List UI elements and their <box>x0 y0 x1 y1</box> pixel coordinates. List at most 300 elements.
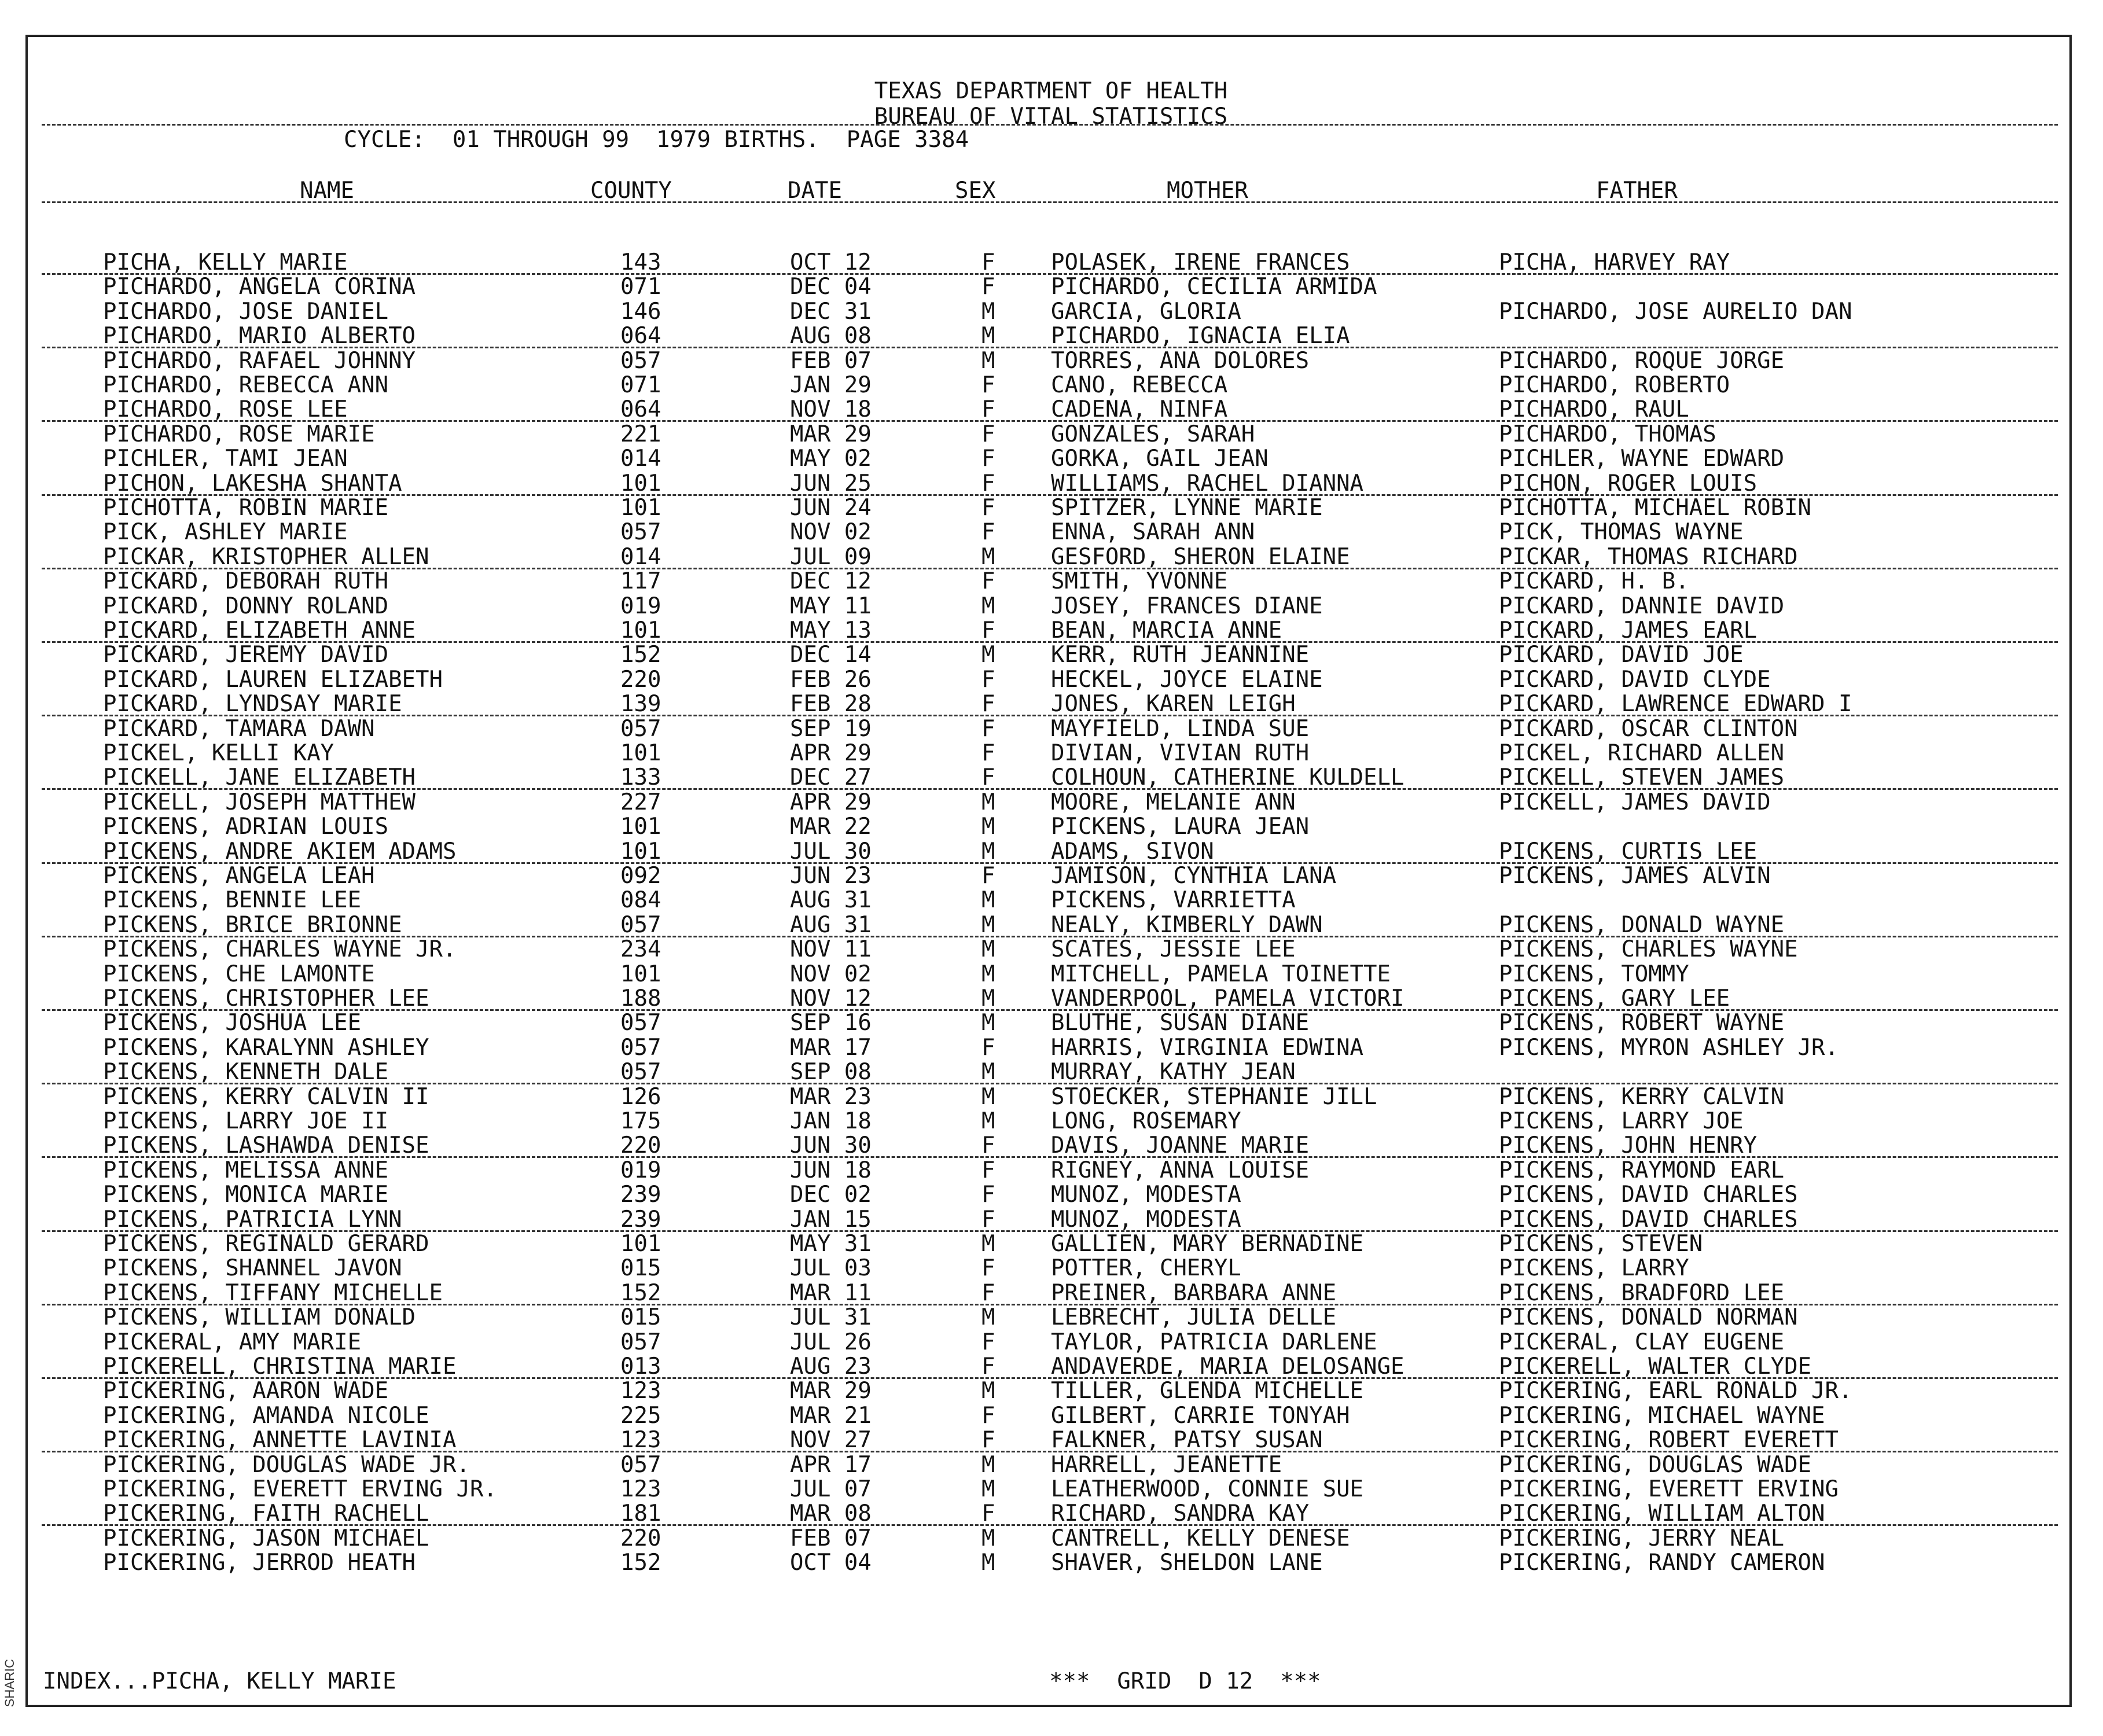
record-name: PICKENS, BENNIE LEE <box>103 887 362 914</box>
header-rule <box>42 124 2058 126</box>
column-header-date: DATE <box>788 178 842 204</box>
record-county: 064 <box>620 323 661 350</box>
record-sex: F <box>981 1206 995 1233</box>
record-mother: SPITZER, LYNNE MARIE <box>1051 495 1323 521</box>
record-father: PICKENS, TOMMY <box>1499 961 1689 987</box>
record-father: PICKARD, H. B. <box>1499 568 1689 595</box>
record-date: MAR 29 <box>790 1378 872 1404</box>
record-father: PICHON, ROGER LOUIS <box>1499 470 1758 496</box>
record-name: PICHOTTA, ROBIN MARIE <box>103 495 389 521</box>
record-father: PICHARDO, JOSE AURELIO DAN <box>1499 298 1852 325</box>
record-mother: CANO, REBECCA <box>1051 372 1228 398</box>
record-sex: F <box>981 495 995 521</box>
record-father: PICKERING, EARL RONALD JR. <box>1499 1378 1852 1404</box>
record-county: 220 <box>620 1525 661 1551</box>
record-mother: MUNOZ, MODESTA <box>1051 1206 1241 1233</box>
record-county: 221 <box>620 421 661 447</box>
record-mother: DIVIAN, VIVIAN RUTH <box>1051 740 1310 766</box>
record-name: PICKERING, EVERETT ERVING JR. <box>103 1476 497 1502</box>
record-date: SEP 08 <box>790 1059 872 1086</box>
record-date: JUN 23 <box>790 863 872 889</box>
record-father: PICKENS, MYRON ASHLEY JR. <box>1499 1034 1839 1061</box>
record-mother: TORRES, ANA DOLORES <box>1051 347 1310 374</box>
record-date: NOV 11 <box>790 936 872 963</box>
record-county: 146 <box>620 298 661 325</box>
record-county: 057 <box>620 1010 661 1036</box>
record-sex: F <box>981 249 995 275</box>
record-date: MAR 08 <box>790 1500 872 1527</box>
record-county: 239 <box>620 1182 661 1208</box>
record-county: 175 <box>620 1108 661 1134</box>
column-header-county: COUNTY <box>590 178 672 204</box>
record-name: PICKENS, MELISSA ANNE <box>103 1157 389 1183</box>
record-date: MAY 13 <box>790 617 872 643</box>
record-mother: LEBRECHT, JULIA DELLE <box>1051 1304 1337 1331</box>
record-name: PICKEL, KELLI KAY <box>103 740 334 766</box>
record-name: PICKENS, CHARLES WAYNE JR. <box>103 936 457 963</box>
column-header-father: FATHER <box>1596 178 1678 204</box>
record-mother: GILBERT, CARRIE TONYAH <box>1051 1402 1350 1429</box>
record-sex: M <box>981 642 995 668</box>
record-name: PICKERAL, AMY MARIE <box>103 1329 362 1355</box>
record-father: PICKERING, DOUGLAS WADE <box>1499 1451 1812 1478</box>
record-mother: POTTER, CHERYL <box>1051 1255 1241 1282</box>
record-father: PICKERAL, CLAY EUGENE <box>1499 1329 1785 1355</box>
record-mother: HARRIS, VIRGINIA EDWINA <box>1051 1034 1364 1061</box>
record-sex: F <box>981 715 995 742</box>
record-father: PICKENS, RAYMOND EARL <box>1499 1157 1785 1183</box>
record-father: PICKELL, JAMES DAVID <box>1499 789 1771 815</box>
record-mother: NEALY, KIMBERLY DAWN <box>1051 911 1323 938</box>
record-father: PICKENS, JOHN HENRY <box>1499 1132 1758 1159</box>
record-name: PICHARDO, REBECCA ANN <box>103 372 389 398</box>
record-date: JUN 30 <box>790 1132 872 1159</box>
record-father: PICKENS, GARY LEE <box>1499 985 1730 1012</box>
record-mother: LONG, ROSEMARY <box>1051 1108 1241 1134</box>
record-county: 123 <box>620 1378 661 1404</box>
record-father: PICKERING, MICHAEL WAYNE <box>1499 1402 1825 1429</box>
record-name: PICKERING, AARON WADE <box>103 1378 389 1404</box>
record-father: PICKENS, CURTIS LEE <box>1499 838 1758 865</box>
record-date: MAR 17 <box>790 1034 872 1061</box>
record-father: PICHOTTA, MICHAEL ROBIN <box>1499 495 1812 521</box>
record-date: MAY 02 <box>790 446 872 472</box>
record-date: JUL 31 <box>790 1304 872 1331</box>
record-mother: JOSEY, FRANCES DIANE <box>1051 593 1323 619</box>
record-county: 057 <box>620 1451 661 1478</box>
record-county: 101 <box>620 740 661 766</box>
record-mother: RICHARD, SANDRA KAY <box>1051 1500 1310 1527</box>
record-sex: M <box>981 814 995 840</box>
record-sex: M <box>981 543 995 570</box>
record-sex: M <box>981 1378 995 1404</box>
record-mother: CANTRELL, KELLY DENESE <box>1051 1525 1350 1551</box>
record-father: PICKARD, OSCAR CLINTON <box>1499 715 1798 742</box>
record-county: 019 <box>620 1157 661 1183</box>
record-sex: F <box>981 691 995 718</box>
record-father: PICKENS, JAMES ALVIN <box>1499 863 1771 889</box>
record-county: 133 <box>620 764 661 791</box>
record-county: 057 <box>620 715 661 742</box>
record-sex: F <box>981 1279 995 1306</box>
record-name: PICK, ASHLEY MARIE <box>103 519 348 546</box>
record-sex: M <box>981 1476 995 1502</box>
record-date: FEB 07 <box>790 1525 872 1551</box>
record-mother: MAYFIELD, LINDA SUE <box>1051 715 1310 742</box>
record-date: JUN 18 <box>790 1157 872 1183</box>
record-sex: F <box>981 1255 995 1282</box>
department-title: TEXAS DEPARTMENT OF HEALTH <box>874 78 1228 104</box>
record-date: MAR 21 <box>790 1402 872 1429</box>
record-mother: MUNOZ, MODESTA <box>1051 1182 1241 1208</box>
record-county: 152 <box>620 642 661 668</box>
record-mother: LEATHERWOOD, CONNIE SUE <box>1051 1476 1364 1502</box>
cycle-line: CYCLE: 01 THROUGH 99 1979 BIRTHS. PAGE 3384 <box>344 127 969 153</box>
record-mother: JAMISON, CYNTHIA LANA <box>1051 863 1337 889</box>
record-name: PICKARD, DEBORAH RUTH <box>103 568 389 595</box>
record-date: MAR 23 <box>790 1083 872 1110</box>
record-date: NOV 18 <box>790 396 872 423</box>
column-header-mother: MOTHER <box>1167 178 1248 204</box>
record-county: 117 <box>620 568 661 595</box>
record-county: 057 <box>620 911 661 938</box>
record-name: PICKELL, JANE ELIZABETH <box>103 764 416 791</box>
record-name: PICKENS, WILLIAM DONALD <box>103 1304 416 1331</box>
record-name: PICHARDO, MARIO ALBERTO <box>103 323 416 350</box>
record-sex: M <box>981 593 995 619</box>
record-father: PICHARDO, ROBERTO <box>1499 372 1730 398</box>
record-mother: KERR, RUTH JEANNINE <box>1051 642 1310 668</box>
record-mother: VANDERPOOL, PAMELA VICTORI <box>1051 985 1405 1012</box>
record-mother: STOECKER, STEPHANIE JILL <box>1051 1083 1377 1110</box>
record-date: SEP 19 <box>790 715 872 742</box>
record-mother: CADENA, NINFA <box>1051 396 1228 423</box>
record-date: MAR 11 <box>790 1279 872 1306</box>
record-sex: F <box>981 274 995 300</box>
record-mother: DAVIS, JOANNE MARIE <box>1051 1132 1310 1159</box>
record-sex: F <box>981 1500 995 1527</box>
record-date: DEC 14 <box>790 642 872 668</box>
record-county: 015 <box>620 1255 661 1282</box>
record-name: PICHARDO, RAFAEL JOHNNY <box>103 347 416 374</box>
record-county: 057 <box>620 519 661 546</box>
record-sex: M <box>981 298 995 325</box>
record-county: 092 <box>620 863 661 889</box>
record-sex: F <box>981 568 995 595</box>
record-sex: M <box>981 1525 995 1551</box>
record-mother: GALLIEN, MARY BERNADINE <box>1051 1231 1364 1257</box>
record-county: 220 <box>620 1132 661 1159</box>
record-mother: JONES, KAREN LEIGH <box>1051 691 1296 718</box>
record-name: PICHARDO, JOSE DANIEL <box>103 298 389 325</box>
record-county: 071 <box>620 274 661 300</box>
record-father: PICK, THOMAS WAYNE <box>1499 519 1744 546</box>
record-mother: HARRELL, JEANETTE <box>1051 1451 1282 1478</box>
record-name: PICKERING, FAITH RACHELL <box>103 1500 429 1527</box>
record-name: PICKENS, KARALYNN ASHLEY <box>103 1034 429 1061</box>
record-county: 220 <box>620 666 661 693</box>
record-county: 015 <box>620 1304 661 1331</box>
record-mother: WILLIAMS, RACHEL DIANNA <box>1051 470 1364 496</box>
record-date: FEB 07 <box>790 347 872 374</box>
record-mother: GONZALES, SARAH <box>1051 421 1255 447</box>
record-father: PICHARDO, THOMAS <box>1499 421 1716 447</box>
record-county: 057 <box>620 347 661 374</box>
record-county: 071 <box>620 372 661 398</box>
record-mother: RIGNEY, ANNA LOUISE <box>1051 1157 1310 1183</box>
record-name: PICKARD, TAMARA DAWN <box>103 715 375 742</box>
record-sex: M <box>981 961 995 987</box>
record-mother: GORKA, GAIL JEAN <box>1051 446 1269 472</box>
record-father: PICKERING, JERRY NEAL <box>1499 1525 1785 1551</box>
record-county: 181 <box>620 1500 661 1527</box>
record-name: PICKAR, KRISTOPHER ALLEN <box>103 543 429 570</box>
record-name: PICKENS, MONICA MARIE <box>103 1182 389 1208</box>
record-mother: PICHARDO, CECILIA ARMIDA <box>1051 274 1377 300</box>
record-date: APR 29 <box>790 789 872 815</box>
record-date: MAY 31 <box>790 1231 872 1257</box>
record-sex: M <box>981 789 995 815</box>
record-name: PICKARD, LYNDSAY MARIE <box>103 691 402 718</box>
record-name: PICKARD, ELIZABETH ANNE <box>103 617 416 643</box>
record-sex: M <box>981 911 995 938</box>
record-mother: SMITH, YVONNE <box>1051 568 1228 595</box>
record-name: PICKENS, KENNETH DALE <box>103 1059 389 1086</box>
record-sex: F <box>981 421 995 447</box>
record-date: DEC 12 <box>790 568 872 595</box>
side-code: SHARIC <box>2 1658 17 1707</box>
record-date: SEP 16 <box>790 1010 872 1036</box>
record-name: PICKERELL, CHRISTINA MARIE <box>103 1354 457 1380</box>
record-county: 064 <box>620 396 661 423</box>
record-mother: MITCHELL, PAMELA TOINETTE <box>1051 961 1391 987</box>
record-sex: F <box>981 1354 995 1380</box>
record-date: JUL 26 <box>790 1329 872 1355</box>
record-sex: M <box>981 936 995 963</box>
record-county: 227 <box>620 789 661 815</box>
column-header-rule <box>42 201 2058 203</box>
record-name: PICKENS, REGINALD GERARD <box>103 1231 429 1257</box>
column-header-name: NAME <box>300 178 354 204</box>
record-sex: F <box>981 446 995 472</box>
record-county: 101 <box>620 470 661 496</box>
record-county: 123 <box>620 1427 661 1454</box>
record-county: 101 <box>620 838 661 865</box>
record-date: DEC 04 <box>790 274 872 300</box>
record-date: OCT 04 <box>790 1550 872 1576</box>
record-name: PICHARDO, ROSE LEE <box>103 396 348 423</box>
record-father: PICKENS, DONALD WAYNE <box>1499 911 1785 938</box>
record-sex: M <box>981 985 995 1012</box>
record-date: JAN 29 <box>790 372 872 398</box>
record-county: 239 <box>620 1206 661 1233</box>
bureau-title: BUREAU OF VITAL STATISTICS <box>874 104 1228 130</box>
record-mother: GARCIA, GLORIA <box>1051 298 1241 325</box>
record-county: 101 <box>620 961 661 987</box>
record-sex: F <box>981 617 995 643</box>
record-date: JUL 07 <box>790 1476 872 1502</box>
record-name: PICKARD, JEREMY DAVID <box>103 642 389 668</box>
record-mother: PICKENS, LAURA JEAN <box>1051 814 1310 840</box>
record-name: PICKENS, PATRICIA LYNN <box>103 1206 402 1233</box>
record-mother: PREINER, BARBARA ANNE <box>1051 1279 1337 1306</box>
record-sex: F <box>981 1427 995 1454</box>
index-footer: INDEX...PICHA, KELLY MARIE <box>43 1668 396 1694</box>
record-mother: MOORE, MELANIE ANN <box>1051 789 1296 815</box>
record-name: PICHON, LAKESHA SHANTA <box>103 470 402 496</box>
record-county: 057 <box>620 1034 661 1061</box>
record-date: AUG 08 <box>790 323 872 350</box>
record-date: OCT 12 <box>790 249 872 275</box>
record-father: PICKENS, DAVID CHARLES <box>1499 1182 1798 1208</box>
record-father: PICKERING, WILLIAM ALTON <box>1499 1500 1825 1527</box>
record-date: JUN 25 <box>790 470 872 496</box>
record-name: PICKENS, TIFFANY MICHELLE <box>103 1279 443 1306</box>
record-mother: ENNA, SARAH ANN <box>1051 519 1255 546</box>
record-father: PICKENS, LARRY <box>1499 1255 1689 1282</box>
record-date: DEC 27 <box>790 764 872 791</box>
record-father: PICKENS, STEVEN <box>1499 1231 1703 1257</box>
record-date: FEB 26 <box>790 666 872 693</box>
record-mother: SCATES, JESSIE LEE <box>1051 936 1296 963</box>
record-father: PICKARD, DAVID JOE <box>1499 642 1744 668</box>
record-county: 057 <box>620 1059 661 1086</box>
record-name: PICKENS, ADRIAN LOUIS <box>103 814 389 840</box>
record-name: PICHLER, TAMI JEAN <box>103 446 348 472</box>
record-mother: BEAN, MARCIA ANNE <box>1051 617 1282 643</box>
record-father: PICKEL, RICHARD ALLEN <box>1499 740 1785 766</box>
record-father: PICKENS, DAVID CHARLES <box>1499 1206 1798 1233</box>
record-name: PICKERING, JERROD HEATH <box>103 1550 416 1576</box>
record-name: PICKENS, JOSHUA LEE <box>103 1010 362 1036</box>
record-sex: F <box>981 1329 995 1355</box>
record-father: PICKARD, DAVID CLYDE <box>1499 666 1771 693</box>
record-county: 188 <box>620 985 661 1012</box>
record-name: PICKERING, AMANDA NICOLE <box>103 1402 429 1429</box>
record-sex: M <box>981 347 995 374</box>
record-county: 126 <box>620 1083 661 1110</box>
record-sex: M <box>981 1451 995 1478</box>
record-name: PICKENS, CHRISTOPHER LEE <box>103 985 429 1012</box>
record-mother: ADAMS, SIVON <box>1051 838 1214 865</box>
record-date: MAY 11 <box>790 593 872 619</box>
record-sex: M <box>981 887 995 914</box>
grid-footer: *** GRID D 12 *** <box>1049 1668 1321 1694</box>
record-mother: ANDAVERDE, MARIA DELOSANGE <box>1051 1354 1405 1380</box>
record-mother: PICKENS, VARRIETTA <box>1051 887 1296 914</box>
record-date: AUG 23 <box>790 1354 872 1380</box>
record-date: JAN 18 <box>790 1108 872 1134</box>
record-name: PICKENS, SHANNEL JAVON <box>103 1255 402 1282</box>
record-father: PICKENS, KERRY CALVIN <box>1499 1083 1785 1110</box>
record-mother: HECKEL, JOYCE ELAINE <box>1051 666 1323 693</box>
record-father: PICKARD, DANNIE DAVID <box>1499 593 1785 619</box>
record-mother: GESFORD, SHERON ELAINE <box>1051 543 1350 570</box>
record-sex: F <box>981 470 995 496</box>
record-father: PICHA, HARVEY RAY <box>1499 249 1730 275</box>
record-sex: M <box>981 1059 995 1086</box>
record-sex: M <box>981 838 995 865</box>
column-header-sex: SEX <box>955 178 996 204</box>
record-sex: F <box>981 764 995 791</box>
record-name: PICKENS, BRICE BRIONNE <box>103 911 402 938</box>
record-date: FEB 28 <box>790 691 872 718</box>
record-date: AUG 31 <box>790 911 872 938</box>
record-sheet <box>25 35 2072 1707</box>
record-sex: M <box>981 1010 995 1036</box>
record-mother: MURRAY, KATHY JEAN <box>1051 1059 1296 1086</box>
record-sex: F <box>981 666 995 693</box>
record-father: PICKAR, THOMAS RICHARD <box>1499 543 1798 570</box>
record-mother: POLASEK, IRENE FRANCES <box>1051 249 1350 275</box>
record-date: JUL 03 <box>790 1255 872 1282</box>
record-name: PICKENS, LARRY JOE II <box>103 1108 389 1134</box>
record-sex: M <box>981 1083 995 1110</box>
record-county: 013 <box>620 1354 661 1380</box>
record-name: PICKERING, ANNETTE LAVINIA <box>103 1427 457 1454</box>
record-mother: SHAVER, SHELDON LANE <box>1051 1550 1323 1576</box>
record-name: PICKENS, CHE LAMONTE <box>103 961 375 987</box>
record-sex: M <box>981 1550 995 1576</box>
record-date: NOV 12 <box>790 985 872 1012</box>
record-mother: FALKNER, PATSY SUSAN <box>1051 1427 1323 1454</box>
record-county: 225 <box>620 1402 661 1429</box>
record-sex: F <box>981 519 995 546</box>
record-date: DEC 02 <box>790 1182 872 1208</box>
record-date: JUL 09 <box>790 543 872 570</box>
record-sex: M <box>981 1108 995 1134</box>
record-father: PICKARD, LAWRENCE EDWARD I <box>1499 691 1852 718</box>
record-father: PICHARDO, ROQUE JORGE <box>1499 347 1785 374</box>
record-name: PICKARD, DONNY ROLAND <box>103 593 389 619</box>
record-mother: PICHARDO, IGNACIA ELIA <box>1051 323 1350 350</box>
record-sex: F <box>981 1402 995 1429</box>
record-date: NOV 02 <box>790 961 872 987</box>
record-mother: TILLER, GLENDA MICHELLE <box>1051 1378 1364 1404</box>
record-name: PICKENS, KERRY CALVIN II <box>103 1083 429 1110</box>
record-sex: F <box>981 1157 995 1183</box>
record-mother: COLHOUN, CATHERINE KULDELL <box>1051 764 1405 791</box>
record-name: PICKENS, ANDRE AKIEM ADAMS <box>103 838 457 865</box>
record-county: 234 <box>620 936 661 963</box>
record-county: 014 <box>620 543 661 570</box>
record-county: 014 <box>620 446 661 472</box>
record-sex: M <box>981 1304 995 1331</box>
record-sex: F <box>981 1182 995 1208</box>
record-father: PICKENS, BRADFORD LEE <box>1499 1279 1785 1306</box>
record-father: PICKERING, RANDY CAMERON <box>1499 1550 1825 1576</box>
record-name: PICHARDO, ROSE MARIE <box>103 421 375 447</box>
record-date: NOV 02 <box>790 519 872 546</box>
record-mother: BLUTHE, SUSAN DIANE <box>1051 1010 1310 1036</box>
record-name: PICKERING, JASON MICHAEL <box>103 1525 429 1551</box>
record-sex: M <box>981 323 995 350</box>
record-sex: M <box>981 1231 995 1257</box>
record-father: PICKENS, ROBERT WAYNE <box>1499 1010 1785 1036</box>
record-father: PICKARD, JAMES EARL <box>1499 617 1758 643</box>
record-date: JAN 15 <box>790 1206 872 1233</box>
record-sex: F <box>981 372 995 398</box>
record-county: 101 <box>620 495 661 521</box>
record-sex: F <box>981 740 995 766</box>
record-date: JUL 30 <box>790 838 872 865</box>
record-father: PICHARDO, RAUL <box>1499 396 1689 423</box>
record-name: PICKENS, ANGELA LEAH <box>103 863 375 889</box>
record-name: PICKENS, LASHAWDA DENISE <box>103 1132 429 1159</box>
record-father: PICKERING, ROBERT EVERETT <box>1499 1427 1839 1454</box>
record-date: AUG 31 <box>790 887 872 914</box>
record-father: PICKELL, STEVEN JAMES <box>1499 764 1785 791</box>
